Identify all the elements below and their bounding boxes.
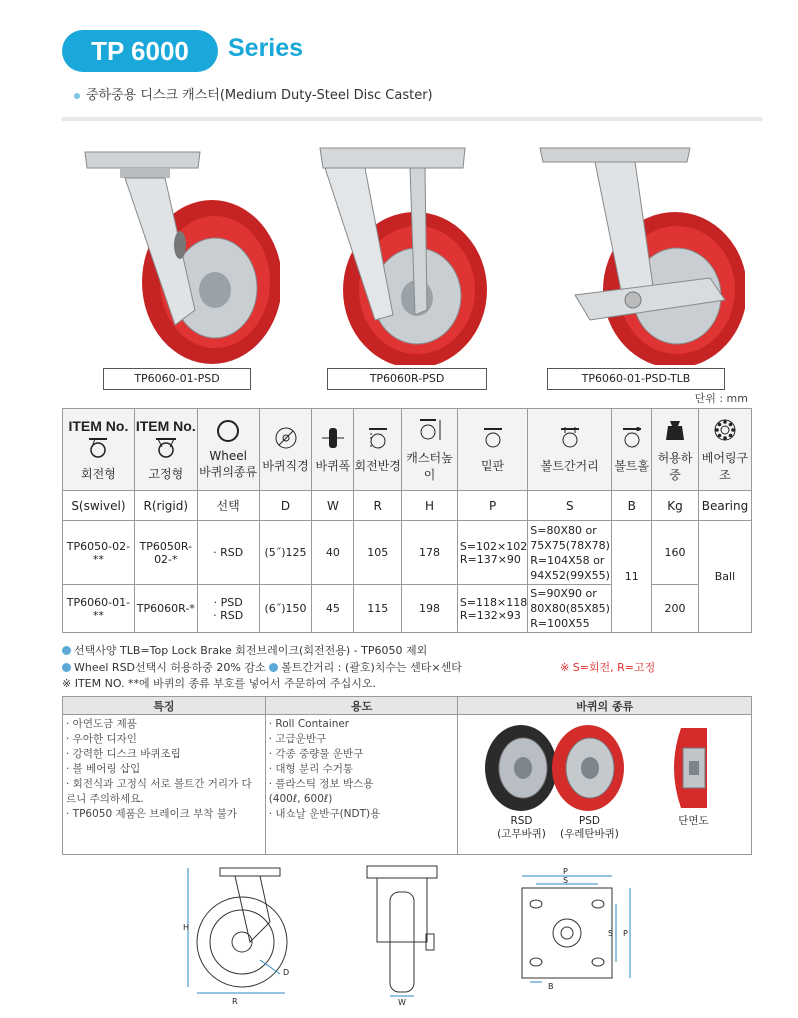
symbol-cell: W — [312, 491, 354, 521]
photo-caption-2: TP6060R-PSD — [327, 368, 487, 390]
cell-radius: 115 — [354, 585, 402, 633]
cell-load: 160 — [652, 521, 699, 585]
cell-bolt-distance: S=80X80 or 75X75(78X78) R=104X58 or 94X52(99X55) — [528, 521, 612, 585]
bolt-distance-icon — [557, 425, 583, 451]
symbol-cell: Bearing — [698, 491, 751, 521]
header-diameter — [259, 409, 312, 491]
cell-diameter: (6˝)150 — [259, 585, 312, 633]
cell-bolt-hole: 11 — [612, 521, 652, 633]
header-wheel — [197, 409, 259, 491]
symbol-cell: D — [259, 491, 312, 521]
rsd-name: (고무바퀴) — [497, 828, 546, 840]
cell-wheel: · RSD — [197, 521, 259, 585]
header-diameter-label: 바퀴직경 — [262, 459, 309, 473]
cell-rigid: TP6060R-* — [134, 585, 197, 633]
cell-width: 40 — [312, 521, 354, 585]
features-header-uses: 용도 — [265, 697, 458, 715]
symbol-cell: 선택 — [197, 491, 259, 521]
note-2 — [62, 659, 462, 675]
dim-p-top: P — [563, 867, 568, 876]
header-load — [652, 409, 699, 491]
cell-bearing: Ball — [698, 521, 751, 633]
header-bearing — [698, 409, 751, 491]
cell-wheel: · PSD · RSD — [197, 585, 259, 633]
cell-swivel: TP6060-01-** — [63, 585, 135, 633]
cell-bolt-distance: S=90X90 or 80X80(85X85) R=100X55 — [528, 585, 612, 633]
traits-list — [63, 715, 266, 855]
swivel-caster-photo — [80, 140, 280, 365]
rsd-code: RSD — [510, 815, 533, 827]
list-item: · 아연도금 제품 — [66, 718, 137, 730]
dim-b: B — [548, 982, 554, 991]
header-height-label: 캐스터높이 — [406, 450, 453, 482]
top-plate-drawing — [510, 866, 640, 991]
note-1-text: 선택사양 TLB=Top Lock Brake 회전브레이크(회전전용) - TP6050 제외 — [74, 644, 428, 657]
unit-label: 단위 : mm — [694, 392, 748, 405]
header-swivel-label: 회전형 — [81, 466, 116, 481]
header-wheel-type: 바퀴의종류 — [199, 465, 258, 479]
header-bolt-hole-label: 볼트홀 — [614, 459, 650, 473]
header-bolt-distance — [528, 409, 612, 491]
photo-caption-3: TP6060-01-PSD-TLB — [547, 368, 725, 390]
header-bolt-distance-label: 볼트간거리 — [540, 459, 599, 473]
uses-list — [265, 715, 458, 855]
list-item: · 대형 분리 수거통 — [268, 763, 354, 775]
header-item-no: ITEM No. — [135, 417, 196, 434]
header-bearing-label: 베어링구조 — [701, 450, 749, 482]
cell-diameter: (5˝)125 — [259, 521, 312, 585]
header-rigid — [134, 409, 197, 491]
swivel-icon — [85, 437, 111, 459]
section-wheel-image — [661, 723, 727, 813]
header-swivel — [63, 409, 135, 491]
header-item-no: ITEM No. — [68, 417, 129, 434]
bearing-icon — [712, 417, 738, 443]
note-1 — [62, 642, 427, 658]
bullet-icon — [62, 663, 71, 672]
bullet-icon — [269, 663, 278, 672]
psd-wheel-image — [550, 723, 626, 813]
plate-icon — [480, 425, 506, 451]
cell-swivel: TP6050-02-** — [63, 521, 135, 585]
dim-p-side: P — [623, 929, 628, 938]
cell-rigid: TP6050R-02-* — [134, 521, 197, 585]
list-item: · 강력한 디스크 바퀴조립 — [66, 748, 181, 760]
bolt-hole-icon — [619, 425, 645, 451]
list-item: · 고급운반구 — [268, 733, 327, 745]
list-item: · Roll Container — [268, 718, 350, 730]
header-height — [402, 409, 458, 491]
dim-w: W — [398, 998, 406, 1007]
bullet-icon — [74, 93, 80, 99]
list-item: · 내쇼날 운반구(NDT)용 — [268, 808, 381, 820]
table-row — [63, 521, 752, 585]
bullet-icon — [62, 646, 71, 655]
features-header-traits: 특징 — [63, 697, 266, 715]
dim-d: D — [283, 968, 290, 977]
brake-caster-photo — [535, 140, 745, 365]
rigid-icon — [153, 437, 179, 459]
dim-r: R — [232, 997, 238, 1006]
height-icon — [416, 417, 442, 443]
psd-name: (우레탄바퀴) — [560, 828, 619, 840]
cell-plate: S=102×102 R=137×90 — [457, 521, 527, 585]
header-bolt-hole — [612, 409, 652, 491]
note-2c: ※ S=회전, R=고정 — [560, 661, 656, 674]
rigid-caster-photo — [315, 140, 495, 365]
features-table — [62, 696, 752, 855]
symbol-cell: S(swivel) — [63, 491, 135, 521]
front-view-drawing — [362, 862, 442, 1007]
dim-h: H — [183, 923, 190, 932]
note-2b-text: 볼트간거리 : (괄호)치수는 센타×센타 — [281, 661, 462, 674]
dim-s-top: S — [563, 876, 569, 885]
list-item: · 볼 베어링 삽입 — [66, 763, 141, 775]
model-title: TP 6000 — [62, 30, 218, 72]
cell-height: 198 — [402, 585, 458, 633]
side-view-drawing — [180, 862, 300, 1007]
header-load-label: 허용하중 — [657, 450, 693, 482]
list-item: · 각종 중량물 운반구 — [268, 748, 364, 760]
divider — [62, 117, 762, 121]
subtitle-text: 중하중용 디스크 캐스터(Medium Duty-Steel Disc Caster) — [86, 88, 433, 103]
symbol-cell: Kg — [652, 491, 699, 521]
spec-table — [62, 408, 752, 633]
width-icon — [320, 425, 346, 451]
cell-radius: 105 — [354, 521, 402, 585]
list-item: (400ℓ, 600ℓ) — [268, 793, 333, 805]
features-header-wheels: 바퀴의 종류 — [458, 697, 752, 715]
series-label: Series — [228, 34, 304, 62]
symbol-cell: R — [354, 491, 402, 521]
weight-icon — [662, 417, 688, 443]
symbol-cell: H — [402, 491, 458, 521]
subtitle — [74, 84, 433, 103]
header-wheel-top: Wheel — [209, 449, 247, 463]
list-item: · 플라스틱 정보 박스용 — [268, 778, 374, 790]
diameter-icon — [273, 425, 299, 451]
psd-caption — [548, 815, 630, 841]
psd-code: PSD — [578, 815, 601, 827]
list-item: · 우아한 디자인 — [66, 733, 137, 745]
wheel-types — [458, 715, 752, 855]
cell-height: 178 — [402, 521, 458, 585]
cell-load: 200 — [652, 585, 699, 633]
symbol-cell: B — [612, 491, 652, 521]
note-2a-text: Wheel RSD선택시 허용하중 20% 감소 — [74, 661, 266, 674]
section-caption: 단면도 — [678, 815, 709, 827]
dim-s-side: S — [608, 929, 614, 938]
cell-width: 45 — [312, 585, 354, 633]
symbol-cell: S — [528, 491, 612, 521]
cell-plate: S=118×118 R=132×93 — [457, 585, 527, 633]
list-item: · TP6050 제품은 브레이크 부착 불가 — [66, 808, 238, 820]
header-radius — [354, 409, 402, 491]
header-radius-label: 회전반경 — [354, 459, 401, 473]
rsd-wheel-image — [483, 723, 559, 813]
header-width-label: 바퀴폭 — [315, 459, 351, 473]
list-item: · 회전식과 고정식 서로 볼트간 거리가 다르니 주의하세요. — [66, 778, 252, 805]
symbol-cell: R(rigid) — [134, 491, 197, 521]
header-plate — [457, 409, 527, 491]
header-plate-label: 밑판 — [480, 459, 505, 473]
symbol-cell: P — [457, 491, 527, 521]
header-rigid-label: 고정형 — [148, 466, 184, 481]
note-3: ※ ITEM NO. **에 바퀴의 종류 부호를 넣어서 주문하여 주십시오. — [62, 677, 377, 690]
radius-icon — [365, 425, 391, 451]
wheel-icon — [215, 419, 241, 443]
header-width — [312, 409, 354, 491]
photo-caption-1: TP6060-01-PSD — [103, 368, 251, 390]
